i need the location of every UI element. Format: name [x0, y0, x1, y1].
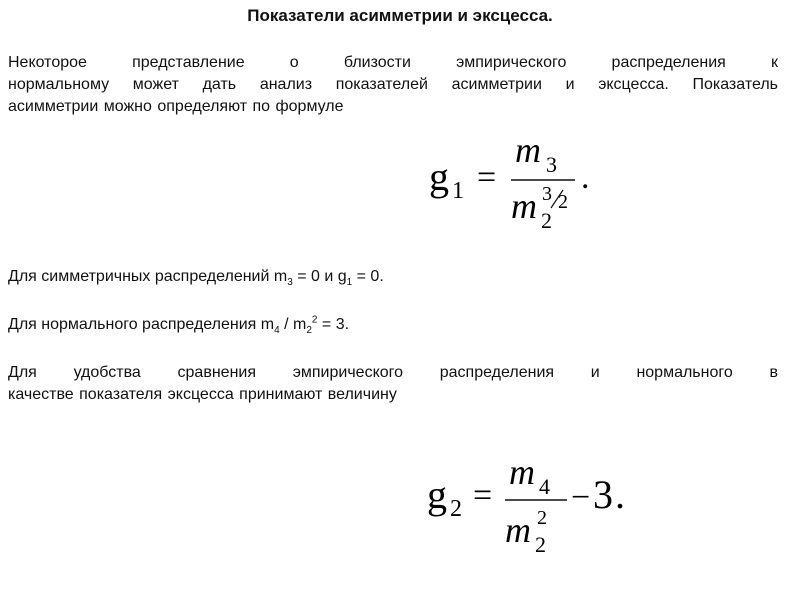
- formula2-constant: 3: [593, 472, 613, 517]
- normal-statement: [8, 314, 349, 336]
- symmetric-sub-b: 1: [346, 277, 353, 289]
- normal-text-c: = 3.: [317, 316, 350, 333]
- comparison-line-2: качестве показателя эксцесса принимают величину: [8, 386, 397, 403]
- formula1-exp-num: 3: [542, 183, 552, 205]
- formula2-den-var: m: [505, 510, 531, 550]
- formula2-den-sup: 2: [537, 507, 547, 529]
- symmetric-text-c: = 0.: [352, 268, 384, 285]
- comparison-paragraph: [8, 362, 778, 406]
- intro-line-2: нормальному может дать анализ показателей асимметрии и эксцесса. Показатель: [8, 76, 778, 93]
- formula1-exp-den: 2: [558, 191, 568, 213]
- page-title: Показатели асимметрии и эксцесса.: [247, 6, 553, 25]
- intro-paragraph: [8, 52, 778, 118]
- symmetric-statement: [8, 266, 384, 288]
- symmetric-sub-a: 3: [287, 277, 293, 289]
- formula1-num-var: m: [515, 130, 541, 170]
- comparison-line-1: Для удобства сравнения эмпирического распределения и нормального в: [8, 364, 778, 381]
- formula2-num-sub: 4: [539, 474, 550, 499]
- intro-line-1: Некоторое представление о близости эмпирического распределения к: [8, 54, 778, 71]
- formula2-lhs-var: g: [427, 472, 447, 517]
- formula1-equals: =: [477, 159, 497, 196]
- excess-formula-svg: [423, 450, 643, 560]
- formula2-lhs-sub: 2: [450, 496, 462, 522]
- formula1-lhs-var: g: [429, 154, 449, 199]
- symmetric-text-a: Для симметричных распределений m: [8, 268, 288, 285]
- symmetric-text-b: = 0 и g: [292, 268, 347, 285]
- asymmetry-formula-svg: [425, 128, 605, 236]
- asymmetry-formula: [425, 128, 605, 236]
- formula2-num-var: m: [509, 452, 535, 492]
- excess-formula: [423, 450, 643, 560]
- formula2-end-dot: .: [615, 472, 625, 517]
- formula2-den-sub: 2: [535, 532, 546, 557]
- formula1-den-var: m: [511, 186, 537, 226]
- formula1-end-dot: .: [581, 159, 590, 196]
- normal-text-a: Для нормального распределения m: [8, 316, 275, 333]
- intro-line-3: асимметрии можно определяют по формуле: [8, 98, 344, 115]
- formula2-minus: −: [571, 479, 591, 516]
- formula1-num-sub: 3: [546, 152, 557, 177]
- normal-sup-b: 2: [311, 314, 318, 326]
- formula2-equals: =: [473, 477, 493, 514]
- formula1-den-sub: 2: [541, 208, 552, 233]
- normal-sub-b: 2: [306, 325, 312, 337]
- normal-text-b: / m: [279, 316, 307, 333]
- normal-sub-a: 4: [274, 325, 280, 337]
- formula1-lhs-sub: 1: [452, 178, 464, 204]
